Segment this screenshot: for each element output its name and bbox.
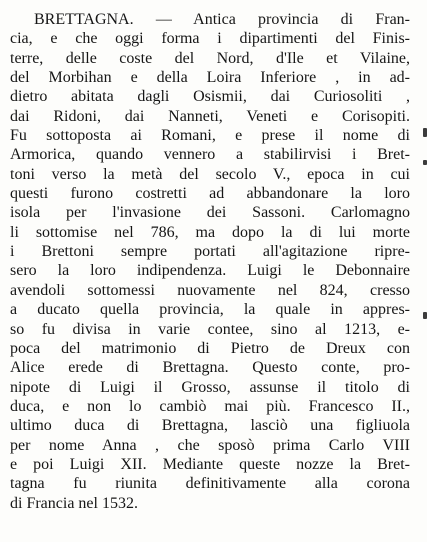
entry-text-line-5: dietro abitata dagli Osismii, dai Curiosoliti , — [10, 88, 410, 106]
encyclopedia-entry-brettagna — [10, 10, 410, 513]
entry-text-line-7: Fu sottoposta ai Romani, e prese il nome di — [10, 127, 410, 145]
entry-text-line-16: a ducato quella provincia, la quale in appres- — [10, 301, 410, 319]
page-edge-mark — [423, 312, 427, 319]
entry-text-line-11: isola per l'invasione dei Sassoni. Carlomagno — [10, 204, 410, 222]
entry-text-line-1: BRETTAGNA. — Antica provincia di Fran- — [34, 11, 410, 28]
entry-text-line-12: li sottomise nel 786, ma dopo la di lui morte — [10, 223, 410, 241]
entry-text-line-2: cia, e che oggi forma i dipartimenti del Finis- — [10, 30, 410, 48]
page-edge-mark — [423, 128, 427, 137]
entry-text-line-13: i Brettoni sempre portati all'agitazione ripre- — [10, 243, 410, 261]
entry-text-line-15: avendoli sottomessi nuovamente nel 824, cresso — [10, 281, 410, 299]
entry-text-line-18: poca del matrimonio di Pietro de Dreux con — [10, 339, 410, 357]
entry-text-line-23: per nome Anna , che sposò prima Carlo VIII — [10, 436, 410, 454]
entry-text-line-17: so fu divisa in varie contee, sino al 1213, e- — [10, 320, 410, 338]
entry-text-line-20: nipote di Luigi il Grosso, assunse il titolo di — [10, 378, 410, 396]
entry-text-line-26: di Francia nel 1532. — [10, 494, 138, 512]
entry-text-line-6: dai Ridoni, dai Nanneti, Veneti e Corisopiti. — [10, 107, 410, 125]
entry-text-line-10: questi furono costretti ad abbandonare la loro — [10, 185, 410, 203]
entry-text-line-22: ultimo duca di Brettagna, lasciò una figliuola — [10, 417, 410, 435]
entry-text-line-24: e poi Luigi XII. Mediante queste nozze la Bret- — [10, 455, 410, 473]
entry-text-line-19: Alice erede di Brettagna. Questo conte, pro- — [10, 359, 410, 377]
entry-text-line-21: duca, e non lo cambiò mai più. Francesco II., — [10, 397, 410, 415]
entry-text-line-9: toni verso la metà del secolo V., epoca in cui — [10, 165, 410, 183]
entry-text-line-4: del Morbihan e della Loira Inferiore , in ad- — [10, 69, 410, 87]
entry-text-line-14: sero la loro indipendenza. Luigi le Debonnaire — [10, 262, 410, 280]
page-edge-mark — [423, 160, 427, 165]
entry-text-line-3: terre, delle coste del Nord, d'Ile et Vilaine, — [10, 49, 410, 67]
entry-text-line-8: Armorica, quando vennero a stabilirvisi i Bret- — [10, 146, 410, 164]
entry-text-line-25: tagna fu riunita definitivamente alla corona — [10, 475, 410, 493]
